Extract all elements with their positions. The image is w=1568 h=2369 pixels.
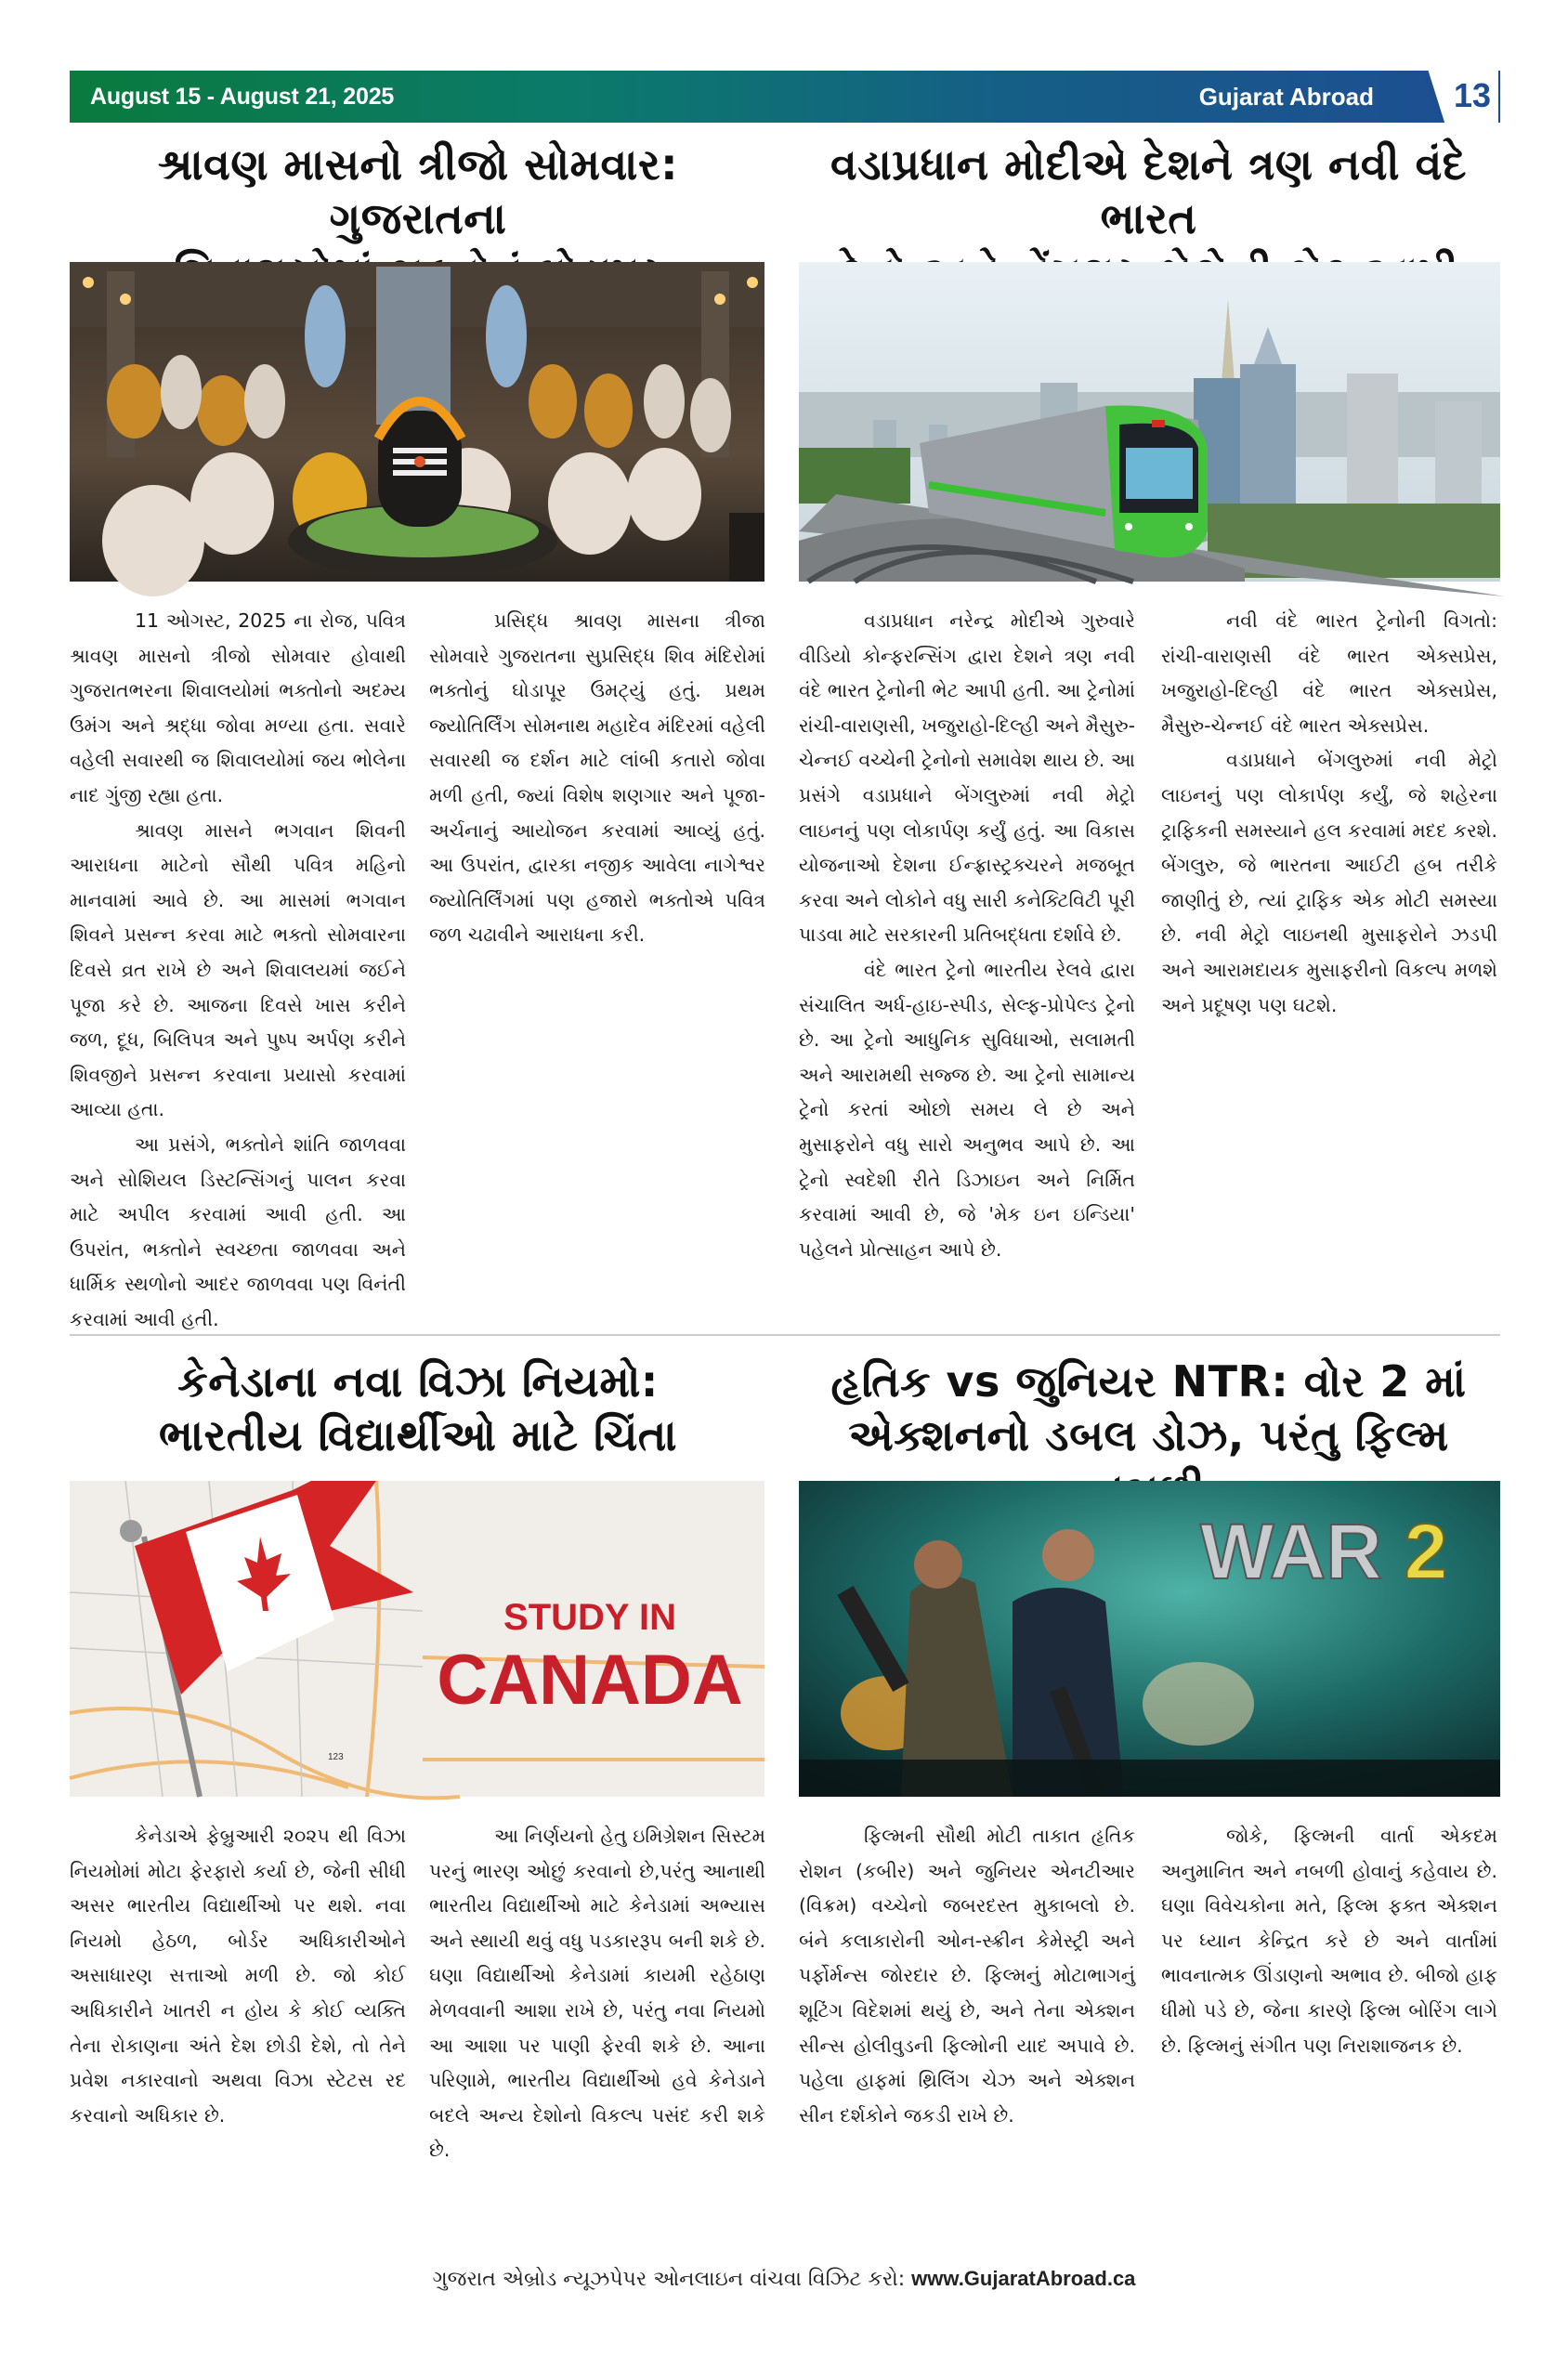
canada-text: CANADA [437, 1641, 743, 1720]
temple-shivling-devotees-photo [70, 262, 764, 582]
article-1-paragraph-3: આ પ્રસંગે, ભક્તોને શાંતિ જાળવવા અને સોશિયલ ડિસ્ટન્સિંગનું પાલન કરવા માટે અપીલ કરવામાં આવી હતી. આ ઉપરાંત, ભક્તોને સ્વચ્છતા જાળવવા અને ધાર્મિક સ્થળોનો આદર જાળવવા પણ વિનંતી કરવામાં આવી હતી. [70, 1132, 406, 1330]
article-4-headline-line1: હૃતિક vs જુનિયર NTR: વોર 2 માં [830, 1356, 1467, 1407]
article-4-column-1 [799, 1819, 1135, 2133]
article-2-column-2 [1161, 604, 1497, 1023]
article-3-paragraph-1: કેનેડાએ ફેબ્રુઆરી ૨૦૨૫ થી વિઝા નિયમોમાં મોટા ફેરફારો કર્યા છે, જેની સીધી અસર ભારતીય વિદ્યાર્થીઓ પર થશે. નવા નિયમો હેઠળ, બોર્ડર અધિકારીઓને અસાધારણ સત્તાઓ મળી છે. જો કોઈ અધિકારીને ખાતરી ન હોય કે કોઈ વ્યક્તિ તેના રોકાણના અંતે દેશ છોડી દેશે, તો તેને પ્રવેશ નકારવાનો અથવા વિઝા સ્ટેટસ રદ કરવાનો અધિકાર છે. [70, 1825, 406, 2127]
article-3-paragraph-2: આ નિર્ણયનો હેતુ ઇમિગ્રેશન સિસ્ટમ પરનું ભારણ ઓછું કરવાનો છે,પરંતુ આનાથી ભારતીય વિદ્યાર્થીઓ માટે કેનેડામાં અભ્યાસ અને સ્થાયી થવું વધુ પડકારરૂપ બની શકે છે. ઘણા વિદ્યાર્થીઓ કેનેડામાં કાયમી રહેઠાણ મેળવવાની આશા રાખે છે, પરંતુ નવા નિયમો આ આશા પર પાણી ફેરવી શકે છે. આના પરિણામે, ભારતીય વિદ્યાર્થીઓ હવે કેનેડાને બદલે અન્ય દેશોનો વિકલ્પ પસંદ કરી શકે છે. [429, 1825, 765, 2162]
article-1-paragraph-3-start [70, 1128, 406, 1330]
page-number: 13 [1453, 76, 1491, 114]
article-3-column-2 [429, 1819, 765, 2168]
footer-text: ગુજરાત એબ્રોડ ન્યૂઝપેપર ઓનલાઇન વાંચવા વિઝિટ કરો: [432, 2268, 906, 2291]
article-2-paragraph-2: વંદે ભારત ટ્રેનો ભારતીય રેલવે દ્વારા સંચાલિત અર્ધ-હાઇ-સ્પીડ, સેલ્ફ-પ્રોપેલ્ડ ટ્રેનો છે. આ ટ્રેનો આધુનિક સુવિધાઓ, સલામતી અને આરામથી સજ્જ છે. આ ટ્રેનો સામાન્ય ટ્રેનો કરતાં ઓછો સમય લે છે અને મુસાફરોને વધુ સારો અનુભવ આપે છે. આ ટ્રેનો સ્વદેશી રીતે ડિઝાઇન અને નિર્મિત કરવામાં આવી છે, જે 'મેક ઇન ઇન્ડિયા' પહેલને પ્રોત્સાહન આપે છે. [799, 958, 1135, 1261]
war-2-movie-poster [799, 1481, 1500, 1797]
publication-name: Gujarat Abroad [1198, 82, 1374, 111]
article-4-headline-line2: એક્શનનો ડબલ ડોઝ, પરંતુ ફિલ્મ [848, 1410, 1449, 1460]
article-1-column-1 [70, 604, 406, 1330]
article-1-paragraph-1: 11 ઓગસ્ટ, 2025 ના રોજ, પવિત્ર શ્રાવણ માસનો ત્રીજો સોમવાર હોવાથી ગુજરાતભરના શિવાલયોમાં ભક્તોનો અદમ્ય ઉમંગ અને શ્રદ્ધા જોવા મળ્યા હતા. સવારે વહેલી સવારથી જ શિવાલયોમાં જય ભોલેના નાદ ગુંજી રહ્યા હતા. [70, 609, 406, 806]
article-3-headline-line2: ભારતીય વિદ્યાર્થીઓ માટે ચિંતા [158, 1410, 678, 1460]
article-2-paragraph-1: વડાપ્રધાન નરેન્દ્ર મોદીએ ગુરુવારે વીડિયો કોન્ફરન્સિંગ દ્વારા દેશને ત્રણ નવી વંદે ભારત ટ્રેનોની ભેટ આપી હતી. આ ટ્રેનોમાં રાંચી-વારાણસી, ખજુરાહો-દિલ્હી અને મૈસુરુ-ચેન્નઈ વચ્ચેની ટ્રેનોનો સમાવેશ થાય છે. આ પ્રસંગે વડાપ્રધાને બેંગલુરુમાં નવી મેટ્રો લાઇનનું પણ લોકાર્પણ કર્યું હતું. આ વિકાસ યોજનાઓ દેશના ઈન્ફ્રાસ્ટ્રક્ચરને મજબૂત કરવા અને લોકોને વધુ સારી કનેક્ટિવિટી પૂરી પાડવા માટે સરકારની પ્રતિબદ્ધતા દર્શાવે છે. [799, 609, 1135, 947]
study-in-canada-flag-photo [70, 1481, 764, 1797]
article-4-column-2 [1161, 1819, 1497, 2063]
article-2-headline-line1: વડાપ્રધાન મોદીએ દેશને ત્રણ નવી વંદે ભારત [830, 139, 1467, 243]
issue-date-range: August 15 - August 21, 2025 [90, 83, 395, 110]
masthead-bar [70, 71, 1500, 123]
article-2-column-1 [799, 604, 1135, 1267]
metro-photo-illustration [799, 262, 1500, 582]
article-3-headline-line1: કેનેડાના નવા વિઝા નિયમો: [177, 1356, 659, 1407]
article-3-column-1 [70, 1819, 406, 2133]
war2-poster-illustration [799, 1481, 1500, 1797]
footer [0, 2267, 1568, 2291]
article-4-paragraph-2: જોકે, ફિલ્મની વાર્તા એકદમ અનુમાનિત અને નબળી હોવાનું કહેવાય છે. ઘણા વિવેચકોના મતે, ફિલ્મ ફક્ત એક્શન પર ધ્યાન કેન્દ્રિત કરે છે અને વાર્તામાં ભાવનાત્મક ઊંડાણનો અભાવ છે. બીજો હાફ ધીમો પડે છે, જેના કારણે ફિલ્મ બોરિંગ લાગે છે. ફિલ્મનું સંગીત પણ નિરાશાજનક છે. [1161, 1825, 1497, 2057]
article-2-paragraph-4: વડાપ્રધાને બેંગલુરુમાં નવી મેટ્રો લાઇનનું પણ લોકાર્પણ કર્યું, જે શહેરના ટ્રાફિકની સમસ્યાને હલ કરવામાં મદદ કરશે. બેંગલુરુ, જે ભારતના આઈટી હબ તરીકે જાણીતું છે, ત્યાં ટ્રાફિક એક મોટી સમસ્યા છે. નવી મેટ્રો લાઇનથી મુસાફરોને ઝડપી અને આરામદાયક મુસાફરીનો વિકલ્પ મળશે અને પ્રદૂષણ પણ ઘટશે. [1161, 749, 1497, 1016]
footer-website-link[interactable]: www.GujaratAbroad.ca [911, 2267, 1136, 2290]
war-title-number: 2 [1404, 1508, 1448, 1595]
article-4-paragraph-1: ફિલ્મની સૌથી મોટી તાકાત હૃતિક રોશન (કબીર) અને જુનિયર એનટીઆર (વિક્રમ) વચ્ચેનો જબરદસ્ત મુકાબલો છે. બંને કલાકારોની ઓન-સ્ક્રીન કેમેસ્ટ્રી અને પર્ફોર્મન્સ જોરદાર છે. ફિલ્મનું મોટાભાગનું શૂટિંગ વિદેશમાં થયું છે, અને તેના એક્શન સીન્સ હોલીવુડની ફિલ્મોની યાદ અપાવે છે. પહેલા હાફમાં થ્રિલિંગ ચેઝ અને એક્શન સીન દર્શકોને જકડી રાખે છે. [799, 1825, 1135, 2127]
article-1-column-2 [429, 604, 765, 953]
article-3-headline [70, 1355, 766, 1462]
article-1-headline-line1: શ્રાવણ માસનો ત્રીજો સોમવાર: ગુજરાતના [157, 139, 679, 243]
article-1-paragraph-2: શ્રાવણ માસને ભગવાન શિવની આરાધના માટેનો સૌથી પવિત્ર મહિનો માનવામાં આવે છે. આ માસમાં ભગવાન શિવને પ્રસન્ન કરવા માટે ભક્તો સોમવારના દિવસે વ્રત રાખે છે અને શિવાલયમાં જઈને પૂજા કરે છે. આજના દિવસે ખાસ કરીને જળ, દૂધ, બિલિપત્ર અને પુષ્પ અર્પણ કરીને શિવજીને પ્રસન્ન કરવાના પ્રયાસો કરવામાં આવ્યા હતા. [70, 818, 406, 1121]
bengaluru-metro-train-photo [799, 262, 1500, 582]
war-title-text: WAR [1200, 1508, 1382, 1595]
section-divider [70, 1334, 1500, 1336]
canada-photo-illustration [70, 1481, 764, 1797]
study-in-text: STUDY IN [503, 1597, 676, 1638]
article-2-paragraph-3: નવી વંદે ભારત ટ્રેનોની વિગતો: રાંચી-વારાણસી વંદે ભારત એક્સપ્રેસ, ખજુરાહો-દિલ્હી વંદે ભારત એક્સપ્રેસ, મૈસુરુ-ચેન્નઈ વંદે ભારત એક્સપ્રેસ. [1161, 609, 1497, 737]
temple-photo-illustration [70, 262, 764, 582]
map-route-label: 123 [328, 1752, 344, 1762]
article-1-paragraph-4: પ્રસિદ્ધ શ્રાવણ માસના ત્રીજા સોમવારે ગુજરાતના સુપ્રસિદ્ધ શિવ મંદિરોમાં ભક્તોનું ઘોડાપૂર ઉમટ્યું હતું. પ્રથમ જ્યોતિર્લિંગ સોમનાથ મહાદેવ મંદિરમાં વહેલી સવારથી જ દર્શન માટે લાંબી કતારો જોવા મળી હતી, જ્યાં વિશેષ શણગાર અને પૂજા-અર્ચનાનું આયોજન કરવામાં આવ્યું હતું. આ ઉપરાંત, દ્વારકા નજીક આવેલા નાગેશ્વર જ્યોતિર્લિંગમાં પણ હજારો ભક્તોએ પવિત્ર જળ ચઢાવીને આરાધના કરી. [429, 609, 765, 947]
